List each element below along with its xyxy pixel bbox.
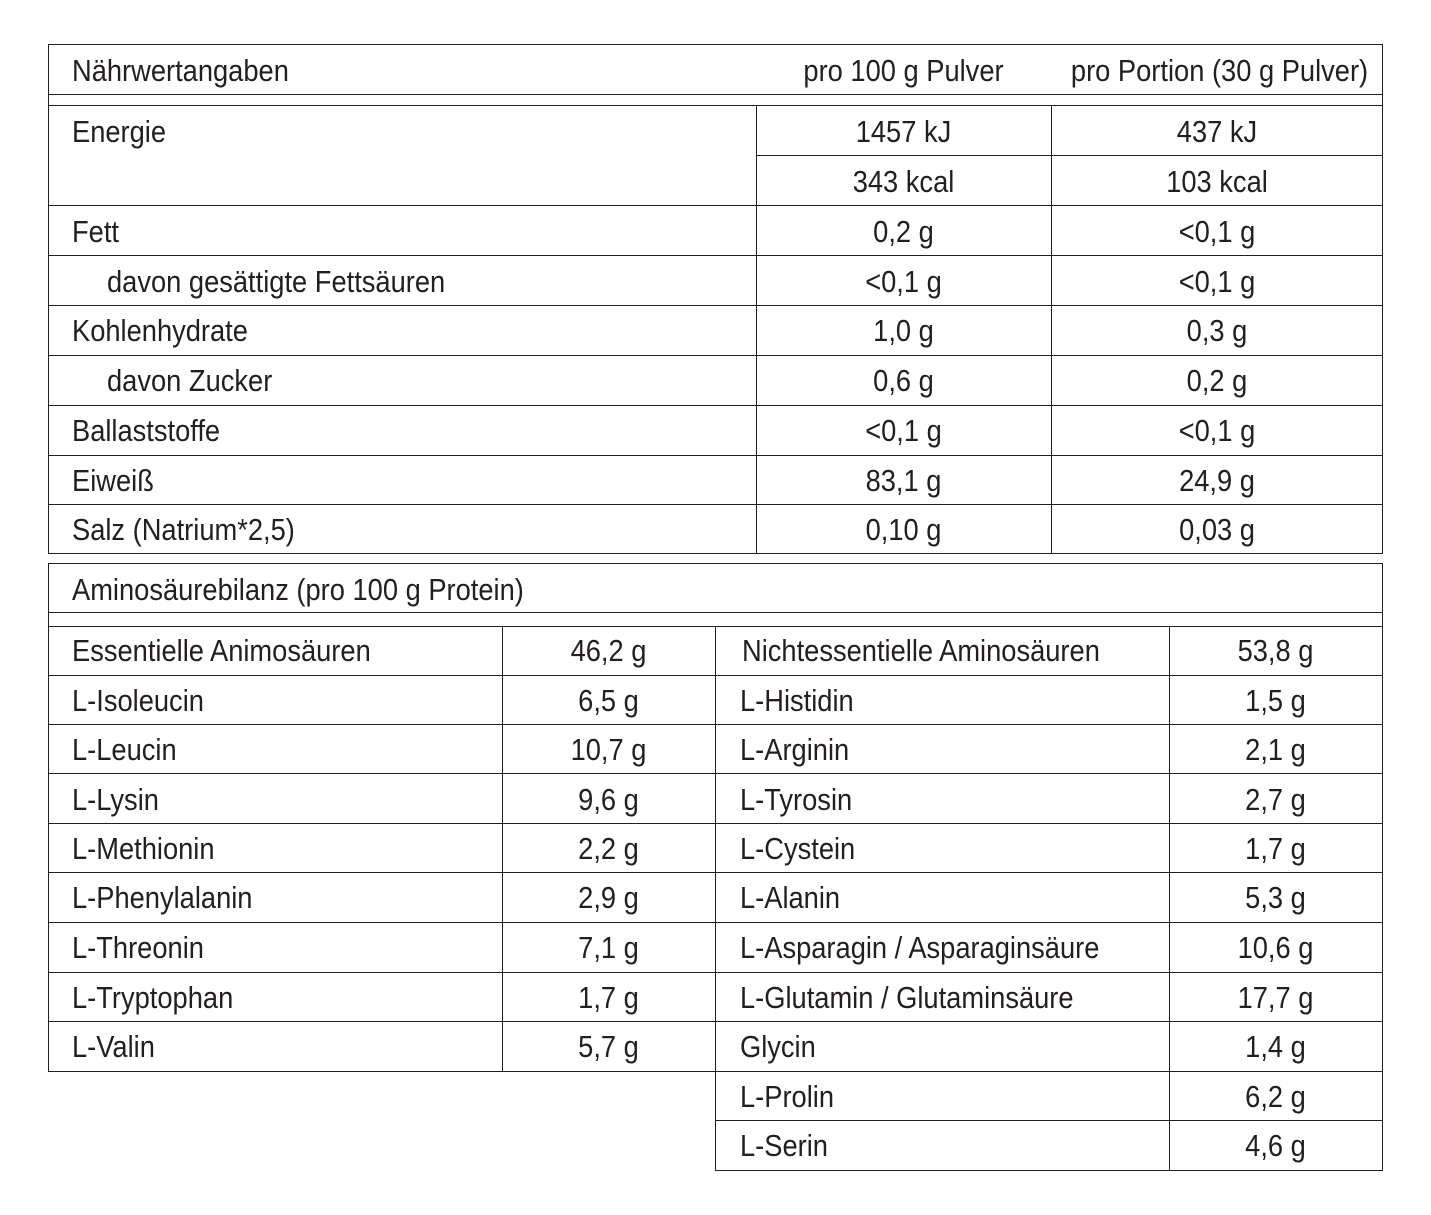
nutrient-per-100g: <0,1 g	[865, 264, 942, 299]
essential-amino-name: L-Threonin	[72, 930, 204, 965]
nutrient-per-portion: 0,2 g	[1186, 363, 1248, 398]
nonessential-amino-name: L-Cystein	[740, 831, 856, 866]
nutrient-sub-label: davon Zucker	[107, 363, 273, 398]
essential-amino-value: 10,7 g	[570, 732, 647, 767]
essential-amino-value: 9,6 g	[578, 782, 639, 817]
energy-label: Energie	[72, 114, 167, 149]
column-divider	[756, 105, 757, 554]
nonessential-amino-name: Glycin	[740, 1029, 816, 1064]
column-header-per-portion: pro Portion (30 g Pulver)	[1070, 53, 1369, 88]
nonessential-amino-value: 2,1 g	[1245, 732, 1306, 767]
column-divider	[48, 626, 49, 1072]
essential-header-label: Essentielle Animosäuren	[72, 633, 371, 668]
nutrition-title: Nährwertangaben	[72, 53, 289, 88]
energy-kcal-per-portion: 103 kcal	[1166, 164, 1268, 199]
nutrient-per-portion: 24,9 g	[1179, 463, 1255, 498]
amino-title: Aminosäurebilanz (pro 100 g Protein)	[72, 572, 524, 607]
nutrient-per-portion: 0,03 g	[1179, 512, 1255, 547]
essential-amino-name: L-Valin	[72, 1029, 155, 1064]
nutrient-sub-label: davon gesättigte Fettsäuren	[107, 264, 446, 299]
nonessential-amino-value: 2,7 g	[1245, 782, 1306, 817]
essential-amino-value: 6,5 g	[578, 683, 639, 718]
column-divider	[1382, 626, 1383, 1171]
column-divider	[1169, 626, 1170, 1171]
nonessential-amino-name: L-Arginin	[740, 732, 850, 767]
nonessential-amino-value: 17,7 g	[1237, 980, 1314, 1015]
energy-kj-per-100g: 1457 kJ	[855, 114, 952, 149]
nutrient-per-portion: 0,3 g	[1186, 313, 1248, 348]
essential-amino-value: 2,9 g	[578, 880, 639, 915]
nutrient-label: Ballaststoffe	[72, 413, 221, 448]
nonessential-amino-value: 5,3 g	[1245, 880, 1306, 915]
column-divider	[1051, 105, 1052, 554]
column-divider	[715, 626, 716, 1171]
nonessential-amino-value: 1,5 g	[1245, 683, 1306, 718]
nutrient-per-100g: <0,1 g	[865, 413, 942, 448]
nonessential-amino-value: 1,4 g	[1245, 1029, 1306, 1064]
essential-amino-name: L-Methionin	[72, 831, 215, 866]
energy-kcal-per-100g: 343 kcal	[852, 164, 955, 199]
nonessential-amino-value: 6,2 g	[1245, 1079, 1306, 1114]
nutrient-per-portion: <0,1 g	[1178, 214, 1256, 249]
nutrient-per-portion: <0,1 g	[1178, 264, 1256, 299]
nonessential-amino-name: L-Tyrosin	[740, 782, 853, 817]
header-divider	[48, 105, 1383, 106]
energy-kj-per-portion: 437 kJ	[1176, 114, 1258, 149]
essential-amino-name: L-Isoleucin	[72, 683, 204, 718]
nutrient-per-100g: 0,6 g	[873, 363, 934, 398]
column-divider	[502, 626, 503, 1072]
nonessential-header-value: 53,8 g	[1237, 633, 1314, 668]
nutrient-label: Eiweiß	[72, 463, 154, 498]
essential-amino-name: L-Leucin	[72, 732, 177, 767]
essential-amino-name: L-Lysin	[72, 782, 159, 817]
nutrient-per-100g: 1,0 g	[873, 313, 934, 348]
essential-amino-value: 7,1 g	[578, 930, 639, 965]
essential-amino-name: L-Tryptophan	[72, 980, 234, 1015]
amino-title-connector	[48, 612, 49, 627]
nonessential-amino-name: L-Serin	[740, 1128, 828, 1163]
nutrient-label: Fett	[72, 214, 119, 249]
nonessential-header-label: Nichtessentielle Aminosäuren	[742, 633, 1100, 668]
nonessential-amino-name: L-Alanin	[740, 880, 841, 915]
nonessential-amino-name: L-Asparagin / Asparaginsäure	[740, 930, 1100, 965]
nutrient-label: Kohlenhydrate	[72, 313, 248, 348]
nonessential-amino-name: L-Prolin	[740, 1079, 835, 1114]
nutrient-per-100g: 0,10 g	[865, 512, 942, 547]
essential-amino-name: L-Phenylalanin	[72, 880, 253, 915]
nonessential-amino-name: L-Glutamin / Glutaminsäure	[740, 980, 1074, 1015]
essential-amino-value: 1,7 g	[578, 980, 639, 1015]
nutrient-per-100g: 83,1 g	[865, 463, 942, 498]
nutrient-per-portion: <0,1 g	[1178, 413, 1256, 448]
nutrient-per-100g: 0,2 g	[873, 214, 934, 249]
nonessential-amino-value: 10,6 g	[1237, 930, 1314, 965]
nonessential-amino-value: 1,7 g	[1245, 831, 1306, 866]
amino-title-connector	[1382, 612, 1383, 627]
nonessential-amino-name: L-Histidin	[740, 683, 854, 718]
nutrient-label: Salz (Natrium*2,5)	[72, 512, 295, 547]
column-header-per-100g: pro 100 g Pulver	[803, 53, 1004, 88]
essential-header-value: 46,2 g	[570, 633, 647, 668]
essential-amino-value: 2,2 g	[578, 831, 639, 866]
essential-amino-value: 5,7 g	[578, 1029, 639, 1064]
nonessential-amino-value: 4,6 g	[1245, 1128, 1306, 1163]
